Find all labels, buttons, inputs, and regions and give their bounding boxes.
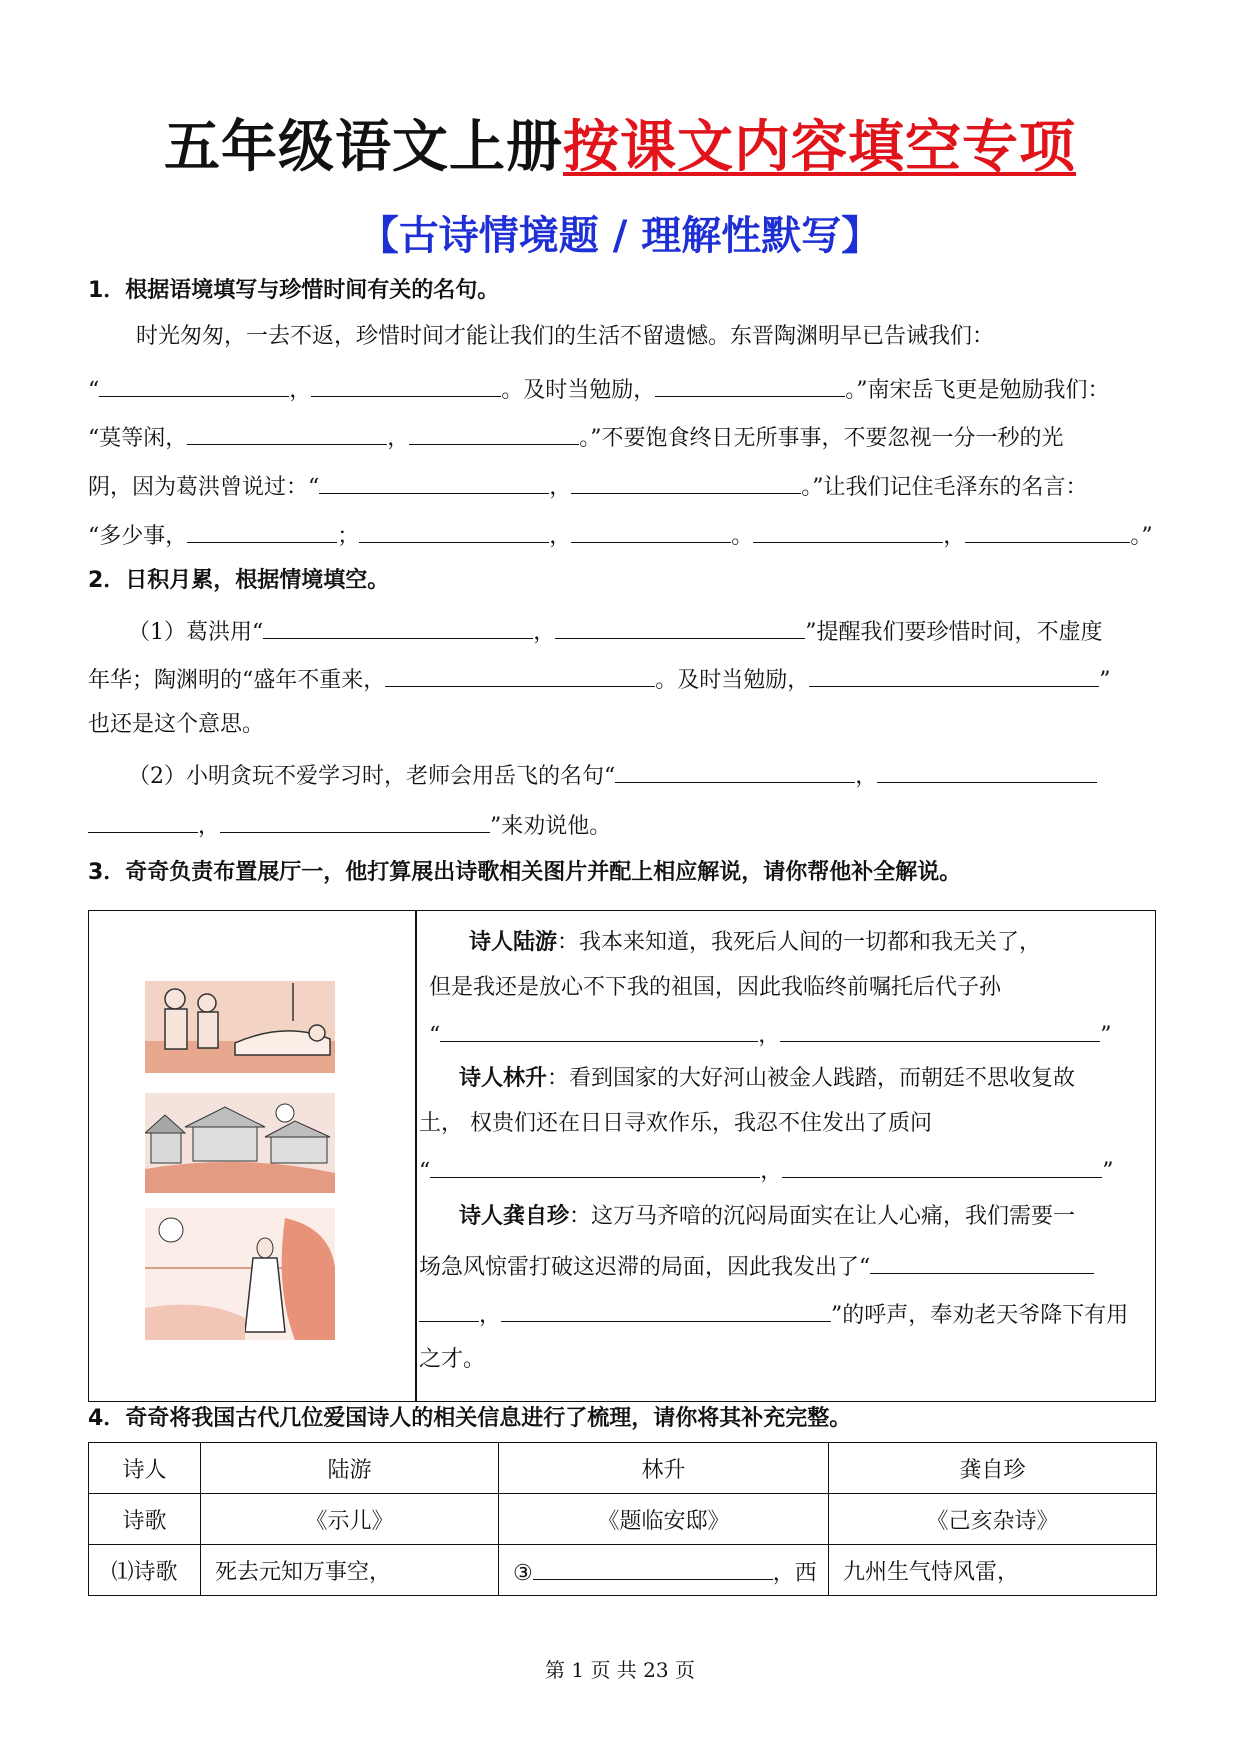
q1-heading: 1．根据语境填写与珍惜时间有关的名句。 (88, 278, 500, 303)
table-cell: 《己亥杂诗》 (829, 1494, 1157, 1545)
table-cell: 林升 (499, 1443, 829, 1494)
q1-text: ， (549, 475, 572, 500)
title-red: 按课文内容填空专项 (563, 115, 1076, 180)
q3-text: ” (1102, 1159, 1114, 1184)
q2-heading: 2．日积月累，根据情境填空。 (88, 568, 390, 593)
q1-blank-7[interactable] (571, 467, 801, 494)
q1-text: 。及时当勉励， (501, 378, 656, 403)
table-cell: 龚自珍 (829, 1443, 1157, 1494)
q3-poet3-line-4: 之才。 (419, 1347, 486, 1372)
q1-line-4 (88, 467, 1088, 505)
q1-blank-9[interactable] (359, 516, 549, 543)
q2-text: （1）葛洪用“ (128, 620, 264, 645)
q4-blank-1[interactable] (533, 1553, 773, 1580)
q2-text: ”来劝说他。 (490, 814, 612, 839)
q4-heading: 4．奇奇将我国古代几位爱国诗人的相关信息进行了梳理，请你将其补充完整。 (88, 1406, 852, 1431)
q2-blank-6[interactable] (877, 756, 1097, 783)
q1-blank-3[interactable] (655, 370, 845, 397)
q4-text: ，西 (772, 1561, 817, 1586)
poet-name-linsheng: 诗人林升 (459, 1065, 548, 1091)
q1-blank-8[interactable] (187, 516, 337, 543)
q2-text: （2）小明贪玩不爱学习时，老师会用岳飞的名句“ (128, 764, 616, 789)
q2-text: ， (855, 764, 878, 789)
q3-poet1-line-2: 但是我还是放心不下我的祖国，因此我临终前嘱托后代子孙 (429, 975, 1002, 1000)
q2-blank-7[interactable] (88, 806, 198, 833)
q3-poet3-line-2 (419, 1247, 1094, 1285)
q1-text: ， (549, 524, 572, 549)
q3-blank-3[interactable] (430, 1151, 760, 1178)
q3-text: ” (1100, 1023, 1112, 1048)
table-row (89, 1545, 1157, 1596)
q1-blank-12[interactable] (965, 516, 1130, 543)
q3-text: “ (429, 1023, 441, 1048)
q1-blank-6[interactable] (319, 467, 549, 494)
q2-text: 。及时当勉励， (655, 668, 810, 693)
q1-blank-5[interactable] (409, 418, 579, 445)
q2-text: ” (1099, 668, 1111, 693)
q3-poet2-line-2: 土， 权贵们还在日日寻欢作乐，我忍不住发出了质问 (419, 1111, 932, 1136)
q3-blank-5[interactable] (870, 1247, 1094, 1274)
q1-text: “ (88, 378, 100, 403)
q3-heading: 3．奇奇负责布置展厅一，他打算展出诗歌相关图片并配上相应解说，请你帮他补全解说。 (88, 860, 962, 885)
illustration-palace-pavilion (145, 1093, 335, 1193)
q1-text: ， (289, 378, 312, 403)
q2-line-4 (128, 756, 1097, 794)
q2-line-5 (88, 806, 611, 844)
q2-text: ， (198, 814, 221, 839)
q2-blank-3[interactable] (385, 660, 655, 687)
table-row (89, 1494, 1157, 1545)
circled-number-3: ③ (513, 1561, 533, 1586)
q1-text: ， (387, 426, 410, 451)
q1-text: 。”让我们记住毛泽东的名言： (801, 475, 1088, 500)
q2-blank-1[interactable] (263, 612, 533, 639)
q3-text: 场急风惊雷打破这迟滞的局面，因此我发出了“ (419, 1255, 871, 1280)
q3-text: ：看到国家的大好河山被金人践踏，而朝廷不思收复故 (547, 1066, 1076, 1091)
table-cell-answer (499, 1545, 829, 1596)
q1-blank-2[interactable] (311, 370, 501, 397)
q1-blank-11[interactable] (753, 516, 943, 543)
q3-poet2-line-1 (459, 1061, 1075, 1096)
q1-blank-10[interactable] (571, 516, 731, 543)
table-cell: 陆游 (201, 1443, 499, 1494)
q1-text: 。” (1130, 524, 1153, 549)
table-cell: 《题临安邸》 (499, 1494, 829, 1545)
q3-text: ， (760, 1159, 783, 1184)
q1-text: 阴，因为葛洪曾说过：“ (88, 475, 320, 500)
q1-text: “多少事， (88, 524, 188, 549)
q2-line-2 (88, 660, 1111, 698)
q1-text: “莫等闲， (88, 426, 188, 451)
q1-line-5 (88, 516, 1153, 554)
q1-text: ， (943, 524, 966, 549)
q1-text: 。”南宋岳飞更是勉励我们： (845, 378, 1110, 403)
q3-poet3-line-3 (419, 1295, 1128, 1333)
q1-blank-4[interactable] (187, 418, 387, 445)
q3-divider (415, 911, 417, 1401)
q3-blank-6[interactable] (419, 1295, 479, 1322)
q3-blank-2[interactable] (780, 1015, 1100, 1042)
q3-text: ”的呼声，奉劝老天爷降下有用 (831, 1303, 1129, 1328)
poet-name-gongzizhen: 诗人龚自珍 (459, 1203, 570, 1229)
q1-line-3 (88, 418, 1064, 456)
q3-text: ：我本来知道，我死后人间的一切都和我无关了， (557, 930, 1042, 955)
q3-exhibit-box (88, 910, 1156, 1402)
title-black: 五年级语文上册 (164, 115, 563, 180)
table-cell: 诗歌 (89, 1494, 201, 1545)
q3-blank-4[interactable] (782, 1151, 1102, 1178)
q2-text: ， (533, 620, 556, 645)
poet-name-luyou: 诗人陆游 (469, 929, 558, 955)
q1-line-1: 时光匆匆，一去不返，珍惜时间才能让我们的生活不留遗憾。东晋陶渊明早已告诫我们： (136, 324, 995, 349)
q2-line-3: 也还是这个意思。 (88, 712, 265, 737)
q3-poet1-line-1 (469, 925, 1041, 960)
page-title (0, 108, 1240, 188)
illustration-deathbed (145, 981, 335, 1073)
q3-text: ， (479, 1303, 502, 1328)
table-row (89, 1443, 1157, 1494)
table-cell: 死去元知万事空， (201, 1545, 499, 1596)
q2-text: 年华；陶渊明的“盛年不重来， (88, 668, 386, 693)
q1-text: ； (337, 524, 360, 549)
q2-blank-5[interactable] (615, 756, 855, 783)
table-cell: 九州生气恃风雷， (829, 1545, 1157, 1596)
table-cell: 《示儿》 (201, 1494, 499, 1545)
q1-line-2 (88, 370, 1110, 408)
table-cell: 诗人 (89, 1443, 201, 1494)
q3-blank-1[interactable] (440, 1015, 758, 1042)
q1-blank-1[interactable] (99, 370, 289, 397)
q2-line-1 (128, 612, 1103, 650)
table-cell: ⑴诗歌 (89, 1545, 201, 1596)
q3-poet3-line-1 (459, 1199, 1075, 1234)
q3-poet2-line-3 (419, 1151, 1114, 1189)
page-footer: 第 1 页 共 23 页 (545, 1658, 695, 1682)
q1-text: 。”不要饱食终日无所事事，不要忽视一分一秒的光 (579, 426, 1064, 451)
q3-blank-7[interactable] (501, 1295, 831, 1322)
q1-text: 。 (731, 524, 754, 549)
q2-blank-8[interactable] (220, 806, 490, 833)
illustration-poet-by-sea (145, 1208, 335, 1340)
q3-poet1-line-3 (429, 1015, 1112, 1053)
q3-text: ：这万马齐喑的沉闷局面实在让人心痛，我们需要一 (569, 1204, 1076, 1229)
page-subtitle: 【古诗情境题 / 理解性默写】 (358, 213, 882, 259)
q2-text: ”提醒我们要珍惜时间，不虚度 (805, 620, 1103, 645)
q2-blank-4[interactable] (809, 660, 1099, 687)
q3-text: “ (419, 1159, 431, 1184)
q2-blank-2[interactable] (555, 612, 805, 639)
q3-text: ， (758, 1023, 781, 1048)
poet-info-table (88, 1442, 1157, 1596)
